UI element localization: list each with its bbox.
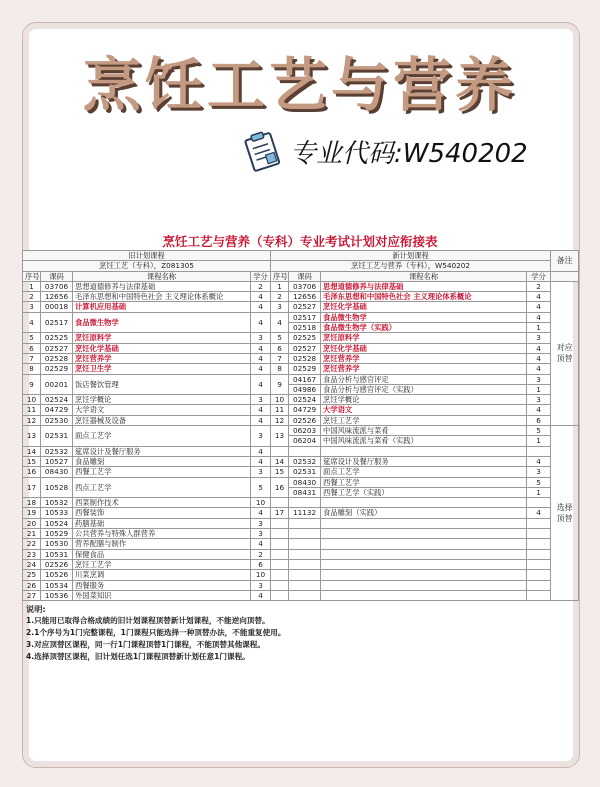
- old-credit: 4: [251, 539, 271, 549]
- table-row: [23, 477, 579, 487]
- remark-header: 备注: [551, 251, 579, 272]
- new-course-name: 烹饪化学基础: [321, 302, 527, 312]
- empty-cell: [527, 580, 551, 590]
- table-row: [23, 529, 579, 539]
- banner-title: 烹饪工艺与营养: [82, 51, 517, 119]
- new-credit: 4: [527, 312, 551, 322]
- old-seq: 20: [23, 518, 41, 528]
- new-code: 11132: [289, 508, 321, 518]
- empty-cell: [321, 529, 527, 539]
- old-code: 12656: [41, 292, 73, 302]
- empty-cell: [289, 549, 321, 559]
- table-row: [23, 456, 579, 466]
- empty-cell: [527, 446, 551, 456]
- new-credit: 4: [527, 343, 551, 353]
- old-plan-header: 旧计划课程: [23, 251, 271, 261]
- remark-optional: 选择顶替: [551, 426, 579, 601]
- old-course-name: 饭店餐饮管理: [73, 374, 251, 395]
- old-seq: 8: [23, 364, 41, 374]
- table-row: [23, 570, 579, 580]
- old-seq: 13: [23, 426, 41, 447]
- table-row: [23, 405, 579, 415]
- notes-heading: 说明:: [26, 604, 46, 615]
- empty-cell: [289, 529, 321, 539]
- new-course-name: 中国风味流派与菜肴: [321, 426, 527, 436]
- old-code: 10526: [41, 570, 73, 580]
- old-code: 10536: [41, 590, 73, 600]
- new-credit: 6: [527, 415, 551, 425]
- empty-cell: [321, 498, 527, 508]
- major-code-label: 专业代码:W540202: [290, 138, 528, 169]
- table-row: [23, 343, 579, 353]
- old-code: 10533: [41, 508, 73, 518]
- old-seq: 3: [23, 302, 41, 312]
- empty-cell: [527, 529, 551, 539]
- old-code: 10529: [41, 529, 73, 539]
- old-course-name: 烹饪化学基础: [73, 343, 251, 353]
- old-seq: 17: [23, 477, 41, 498]
- new-col-seq: 序号: [271, 271, 289, 281]
- table-row: [23, 312, 579, 322]
- table-row: [23, 590, 579, 600]
- old-credit: 3: [251, 426, 271, 447]
- new-course-name: 烹饪工艺学: [321, 415, 527, 425]
- new-major: 烹饪工艺与营养（专科），W540202: [271, 261, 551, 271]
- old-seq: 12: [23, 415, 41, 425]
- old-code: 10534: [41, 580, 73, 590]
- old-seq: 24: [23, 559, 41, 569]
- new-credit: 4: [527, 405, 551, 415]
- old-credit: 4: [251, 590, 271, 600]
- new-course-name: 烹饪学概论: [321, 395, 527, 405]
- new-seq: 17: [271, 508, 289, 518]
- new-course-name: 食品分析与感官评定（实践）: [321, 384, 527, 394]
- old-col-name: 课程名称: [73, 271, 251, 281]
- old-course-name: 西菜制作技术: [73, 498, 251, 508]
- mapping-table: [22, 250, 579, 601]
- empty-cell: [321, 446, 527, 456]
- old-credit: 4: [251, 415, 271, 425]
- old-code: 08430: [41, 467, 73, 477]
- old-course-name: 川菜烹调: [73, 570, 251, 580]
- old-col-code: 课码: [41, 271, 73, 281]
- table-row: [23, 281, 579, 291]
- old-seq: 6: [23, 343, 41, 353]
- empty-cell: [289, 446, 321, 456]
- old-credit: 4: [251, 343, 271, 353]
- empty-cell: [289, 498, 321, 508]
- empty-cell: [527, 539, 551, 549]
- empty-cell: [271, 590, 289, 600]
- empty-cell: [527, 518, 551, 528]
- empty-cell: [271, 549, 289, 559]
- notes-section: [22, 601, 578, 665]
- old-code: 02527: [41, 343, 73, 353]
- new-credit: 5: [527, 426, 551, 436]
- new-course-name: 毛泽东思想和中国特色社会 主义理论体系概论: [321, 292, 527, 302]
- empty-cell: [289, 570, 321, 580]
- old-credit: 4: [251, 508, 271, 518]
- table-row: [23, 549, 579, 559]
- new-course-name: 思想道德修养与法律基础: [321, 281, 527, 291]
- new-credit: 4: [527, 456, 551, 466]
- new-code: 02524: [289, 395, 321, 405]
- old-credit: 4: [251, 405, 271, 415]
- new-code: 06203: [289, 426, 321, 436]
- old-credit: 3: [251, 467, 271, 477]
- new-seq: 6: [271, 343, 289, 353]
- old-code: 02528: [41, 353, 73, 363]
- old-seq: 11: [23, 405, 41, 415]
- new-seq: 1: [271, 281, 289, 291]
- old-credit: 2: [251, 281, 271, 291]
- old-seq: 5: [23, 333, 41, 343]
- old-course-name: 计算机应用基础: [73, 302, 251, 312]
- new-col-name: 课程名称: [321, 271, 527, 281]
- empty-cell: [527, 590, 551, 600]
- new-code: 02526: [289, 415, 321, 425]
- table-row: [23, 518, 579, 528]
- empty-cell: [289, 590, 321, 600]
- new-code: 06204: [289, 436, 321, 446]
- old-code: 10532: [41, 498, 73, 508]
- new-seq: 14: [271, 456, 289, 466]
- new-code: 02532: [289, 456, 321, 466]
- old-seq: 25: [23, 570, 41, 580]
- new-credit: 4: [527, 364, 551, 374]
- new-course-name: 西餐工艺学（实践）: [321, 487, 527, 497]
- table-row: [23, 364, 579, 374]
- old-seq: 10: [23, 395, 41, 405]
- old-credit: 4: [251, 374, 271, 395]
- new-course-name: 食品分析与感官评定: [321, 374, 527, 384]
- old-seq: 16: [23, 467, 41, 477]
- new-seq: 10: [271, 395, 289, 405]
- old-col-credit: 学分: [251, 271, 271, 281]
- empty-cell: [289, 580, 321, 590]
- old-credit: 5: [251, 477, 271, 498]
- new-col-code: 课码: [289, 271, 321, 281]
- old-course-name: 公共营养与特殊人群营养: [73, 529, 251, 539]
- new-code: 02518: [289, 323, 321, 333]
- new-code: 02525: [289, 333, 321, 343]
- note-item: 2.1个序号为1门完整课程，1门课程只能选择一种顶替办法，不能重复使用。: [26, 628, 286, 638]
- old-code: 03706: [41, 281, 73, 291]
- empty-cell: [289, 518, 321, 528]
- new-code: 02528: [289, 353, 321, 363]
- table-row: [23, 580, 579, 590]
- old-credit: 3: [251, 518, 271, 528]
- empty-cell: [271, 559, 289, 569]
- new-credit: 3: [527, 395, 551, 405]
- old-code: 02526: [41, 559, 73, 569]
- new-code: 08431: [289, 487, 321, 497]
- new-code: 02531: [289, 467, 321, 477]
- old-credit: 3: [251, 395, 271, 405]
- old-seq: 4: [23, 312, 41, 333]
- new-col-credit: 学分: [527, 271, 551, 281]
- table-row: [23, 426, 579, 436]
- old-course-name: 西餐装饰: [73, 508, 251, 518]
- old-course-name: 西点工艺学: [73, 477, 251, 498]
- new-seq: 12: [271, 415, 289, 425]
- new-course-name: 西餐工艺学: [321, 477, 527, 487]
- old-seq: 18: [23, 498, 41, 508]
- note-item: 1.只能用已取得合格成绩的旧计划课程顶替新计划课程，不能逆向顶替。: [26, 616, 270, 626]
- new-credit: 4: [527, 292, 551, 302]
- new-course-name: 食品微生物学（实践）: [321, 323, 527, 333]
- old-course-name: 毛泽东思想和中国特色社会 主义理论体系概论: [73, 292, 251, 302]
- old-course-name: 保健食品: [73, 549, 251, 559]
- new-seq: 2: [271, 292, 289, 302]
- old-seq: 9: [23, 374, 41, 395]
- old-code: 10530: [41, 539, 73, 549]
- new-course-name: 食品雕刻（实践）: [321, 508, 527, 518]
- empty-cell: [271, 529, 289, 539]
- new-credit: 2: [527, 281, 551, 291]
- old-course-name: 思想道德修养与法律基础: [73, 281, 251, 291]
- old-code: 00201: [41, 374, 73, 395]
- new-code: 04729: [289, 405, 321, 415]
- new-credit: 1: [527, 384, 551, 394]
- new-seq: 16: [271, 477, 289, 498]
- old-seq: 15: [23, 456, 41, 466]
- new-course-name: 筵席设计及餐厅服务: [321, 456, 527, 466]
- old-seq: 27: [23, 590, 41, 600]
- clipboard-icon: [240, 129, 284, 173]
- empty-cell: [527, 570, 551, 580]
- empty-cell: [271, 446, 289, 456]
- old-seq: 26: [23, 580, 41, 590]
- new-course-name: 食品微生物学: [321, 312, 527, 322]
- old-credit: 4: [251, 446, 271, 456]
- old-credit: 6: [251, 559, 271, 569]
- empty-cell: [527, 559, 551, 569]
- old-credit: 4: [251, 292, 271, 302]
- old-code: 00018: [41, 302, 73, 312]
- empty-cell: [289, 559, 321, 569]
- old-code: 02525: [41, 333, 73, 343]
- table-row: [23, 292, 579, 302]
- old-code: 02531: [41, 426, 73, 447]
- new-plan-header: 新计划课程: [271, 251, 551, 261]
- new-credit: 1: [527, 323, 551, 333]
- old-credit: 4: [251, 312, 271, 333]
- new-course-name: 烹饪原料学: [321, 333, 527, 343]
- new-credit: 3: [527, 467, 551, 477]
- new-credit: 5: [527, 477, 551, 487]
- new-seq: 8: [271, 364, 289, 374]
- table-row: [23, 539, 579, 549]
- new-seq: 11: [271, 405, 289, 415]
- empty-cell: [271, 570, 289, 580]
- old-code: 02532: [41, 446, 73, 456]
- old-course-name: 烹饪营养学: [73, 353, 251, 363]
- old-course-name: 外国菜知识: [73, 590, 251, 600]
- old-col-seq: 序号: [23, 271, 41, 281]
- new-code: 02517: [289, 312, 321, 322]
- old-course-name: 营养配膳与制作: [73, 539, 251, 549]
- old-code: 10524: [41, 518, 73, 528]
- table-row: [23, 467, 579, 477]
- new-code: 02529: [289, 364, 321, 374]
- mapping-sheet: [22, 233, 578, 665]
- new-seq: 5: [271, 333, 289, 343]
- new-code: 04986: [289, 384, 321, 394]
- new-seq: 4: [271, 312, 289, 333]
- major-code-row: [240, 126, 528, 176]
- empty-cell: [321, 570, 527, 580]
- old-course-name: 烹饪工艺学: [73, 559, 251, 569]
- new-course-name: 面点工艺学: [321, 467, 527, 477]
- old-credit: 10: [251, 498, 271, 508]
- old-course-name: 烹饪卫生学: [73, 364, 251, 374]
- new-credit: 1: [527, 436, 551, 446]
- new-credit: 4: [527, 508, 551, 518]
- empty-cell: [321, 549, 527, 559]
- new-credit: 3: [527, 333, 551, 343]
- new-seq: 15: [271, 467, 289, 477]
- old-credit: 4: [251, 364, 271, 374]
- old-code: 10531: [41, 549, 73, 559]
- old-seq: 23: [23, 549, 41, 559]
- old-course-name: 烹饪学概论: [73, 395, 251, 405]
- empty-cell: [321, 559, 527, 569]
- old-credit: 4: [251, 353, 271, 363]
- new-course-name: 中国风味流派与菜肴（实践）: [321, 436, 527, 446]
- empty-cell: [321, 590, 527, 600]
- new-course-name: 烹饪化学基础: [321, 343, 527, 353]
- remark-corresponding: 对应顶替: [551, 281, 579, 425]
- old-course-name: 西餐服务: [73, 580, 251, 590]
- old-course-name: 食品雕刻: [73, 456, 251, 466]
- old-credit: 3: [251, 529, 271, 539]
- note-item: 4.选择顶替区课程，旧计划任选1门课程顶替新计划任意1门课程。: [26, 652, 250, 662]
- new-code: 08430: [289, 477, 321, 487]
- old-code: 02530: [41, 415, 73, 425]
- new-course-name: 大学语文: [321, 405, 527, 415]
- empty-cell: [271, 580, 289, 590]
- empty-cell: [321, 518, 527, 528]
- table-row: [23, 559, 579, 569]
- old-major: 烹饪工艺（专科），Z081305: [23, 261, 271, 271]
- table-row: [23, 446, 579, 456]
- new-course-name: 烹饪营养学: [321, 364, 527, 374]
- new-seq: 3: [271, 302, 289, 312]
- table-row: [23, 374, 579, 384]
- old-course-name: 食品微生物学: [73, 312, 251, 333]
- new-credit: 3: [527, 374, 551, 384]
- table-row: [23, 508, 579, 518]
- old-course-name: 面点工艺学: [73, 426, 251, 447]
- empty-cell: [527, 549, 551, 559]
- new-code: 03706: [289, 281, 321, 291]
- new-seq: 13: [271, 426, 289, 447]
- old-seq: 1: [23, 281, 41, 291]
- table-row: [23, 333, 579, 343]
- old-code: 10527: [41, 456, 73, 466]
- old-seq: 2: [23, 292, 41, 302]
- new-credit: 4: [527, 302, 551, 312]
- old-code: 10528: [41, 477, 73, 498]
- new-credit: 4: [527, 353, 551, 363]
- table-row: [23, 302, 579, 312]
- empty-cell: [321, 539, 527, 549]
- table-row: [23, 353, 579, 363]
- old-credit: 3: [251, 333, 271, 343]
- old-seq: 19: [23, 508, 41, 518]
- new-code: 02527: [289, 343, 321, 353]
- old-credit: 3: [251, 580, 271, 590]
- old-seq: 21: [23, 529, 41, 539]
- old-course-name: 大学语文: [73, 405, 251, 415]
- old-code: 02517: [41, 312, 73, 333]
- old-credit: 2: [251, 549, 271, 559]
- table-row: [23, 498, 579, 508]
- old-code: 02524: [41, 395, 73, 405]
- empty-cell: [271, 518, 289, 528]
- old-course-name: 药膳基础: [73, 518, 251, 528]
- old-code: 04729: [41, 405, 73, 415]
- new-seq: 7: [271, 353, 289, 363]
- old-credit: 4: [251, 456, 271, 466]
- new-course-name: 烹饪营养学: [321, 353, 527, 363]
- empty-cell: [271, 498, 289, 508]
- old-course-name: 烹饪器械及设备: [73, 415, 251, 425]
- new-code: 12656: [289, 292, 321, 302]
- old-seq: 14: [23, 446, 41, 456]
- table-row: [23, 415, 579, 425]
- sheet-title: 烹饪工艺与营养（专科）专业考试计划对应衔接表: [162, 234, 438, 249]
- old-credit: 10: [251, 570, 271, 580]
- old-seq: 7: [23, 353, 41, 363]
- empty-cell: [289, 539, 321, 549]
- empty-cell: [271, 539, 289, 549]
- empty-cell: [321, 580, 527, 590]
- old-course-name: 烹饪原料学: [73, 333, 251, 343]
- old-course-name: 筵席设计及餐厅服务: [73, 446, 251, 456]
- new-code: 04167: [289, 374, 321, 384]
- empty-cell: [527, 498, 551, 508]
- table-row: [23, 395, 579, 405]
- new-seq: 9: [271, 374, 289, 395]
- note-item: 3.对应顶替区课程，同一行1门课程顶替1门课程，不能顶替其他课程。: [26, 640, 265, 650]
- old-credit: 4: [251, 302, 271, 312]
- new-credit: 1: [527, 487, 551, 497]
- old-code: 02529: [41, 364, 73, 374]
- old-course-name: 西餐工艺学: [73, 467, 251, 477]
- old-seq: 22: [23, 539, 41, 549]
- new-code: 02527: [289, 302, 321, 312]
